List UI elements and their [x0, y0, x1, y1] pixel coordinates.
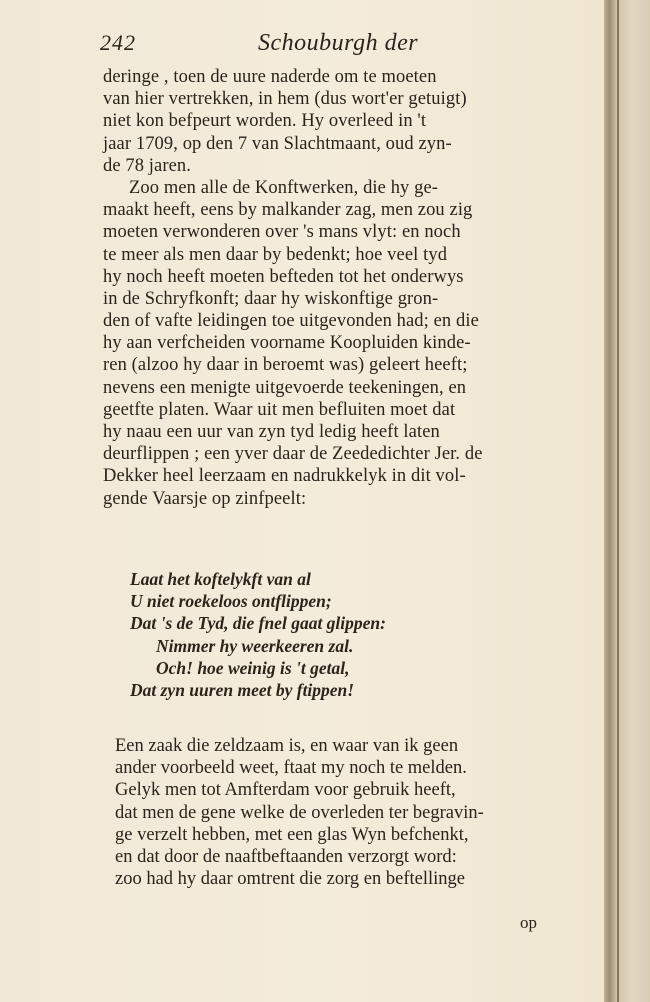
text-line: te meer als men daar by bedenkt; hoe veel tyd — [103, 244, 448, 265]
text-line: hy aan verfcheiden voorname Koopluiden kinde- — [103, 333, 471, 354]
text-line: ren (alzoo hy daar in beroemt was) geleert heeft; — [103, 355, 468, 376]
text-line: ge verzelt hebben, met een glas Wyn befchenkt, — [115, 824, 469, 845]
binding-line — [617, 0, 619, 1002]
poem-line: Nimmer hy weerkeeren zal. — [156, 635, 354, 656]
main-text — [103, 66, 531, 510]
page-number: 242 — [100, 30, 136, 55]
text-line: Een zaak die zeldzaam is, en waar van ik geen — [115, 736, 459, 756]
catchword: op — [520, 913, 537, 932]
text-line: moeten verwonderen over 's mans vlyt: en noch — [103, 222, 461, 243]
page-edge — [604, 0, 650, 1002]
text-line: jaar 1709, op den 7 van Slachtmaant, oud zyn- — [103, 133, 452, 154]
text-line: maakt heeft, eens by malkander zag, men zou zig — [103, 200, 473, 221]
poem-line: Laat het koftelykft van al — [130, 569, 311, 589]
closing-paragraph — [115, 735, 545, 890]
poem-line: Och! hoe weinig is 't getal, — [156, 657, 350, 678]
text-line: deurflippen ; een yver daar de Zeededichter Jer. de — [103, 444, 483, 465]
text-line: dat men de gene welke de overleden ter begravin- — [115, 802, 484, 823]
text-line: in de Schryfkonft; daar hy wiskonftige gron- — [103, 288, 439, 309]
poem-line: Dat 's de Tyd, die fnel gaat glippen: — [130, 613, 386, 634]
text-line: hy naau een uur van zyn tyd ledig heeft laten — [103, 422, 440, 442]
text-line: hy noch heeft moeten befteden tot het onderwys — [103, 266, 464, 287]
poem-line: Dat zyn uuren meet by ftippen! — [130, 679, 355, 700]
poem-line: U niet roekeloos ontflippen; — [130, 591, 332, 612]
text-line: de 78 jaren. — [103, 155, 192, 176]
running-title: Schouburgh der — [258, 30, 419, 56]
text-line: nevens een menigte uitgevoerde teekeningen, en — [103, 377, 467, 398]
text-line: Gelyk men tot Amfterdam voor gebruik heeft, — [115, 780, 456, 801]
poem-block — [130, 568, 490, 701]
page-header — [100, 30, 530, 64]
text-line: Zoo men alle de Konftwerken, die hy ge- — [129, 177, 439, 198]
text-line: van hier vertrekken, in hem (dus wort'er getuigt) — [103, 89, 467, 110]
text-line: den of vafte leidingen toe uitgevonden had; en die — [103, 311, 479, 332]
text-line: zoo had hy daar omtrent die zorg en beftellinge — [115, 869, 466, 890]
text-line: en dat door de naaftbeftaanden verzorgt word: — [115, 846, 457, 867]
text-line: geetfte platen. Waar uit men befluiten moet dat — [103, 399, 456, 420]
text-line: gende Vaarsje op zinfpeelt: — [103, 488, 307, 509]
text-line: Dekker heel leerzaam en nadrukkelyk in dit vol- — [103, 466, 466, 487]
text-line: deringe , toen de uure naderde om te moeten — [103, 67, 437, 87]
text-line: ander voorbeeld weet, ftaat my noch te melden. — [115, 758, 467, 779]
text-line: niet kon befpeurt worden. Hy overleed in 't — [103, 111, 427, 132]
